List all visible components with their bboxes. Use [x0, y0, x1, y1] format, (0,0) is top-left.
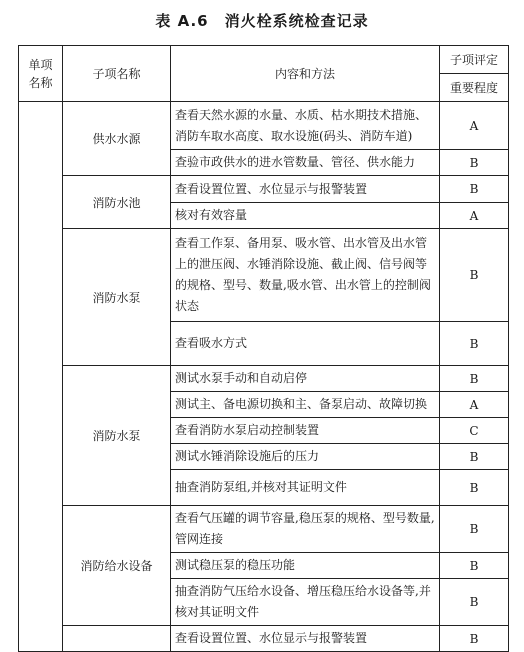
grade-cell: B	[440, 553, 509, 579]
grade-cell: B	[440, 366, 509, 392]
header-rating-bottom: 重要程度	[440, 74, 509, 102]
content-cell: 查看天然水源的水量、水质、枯水期技术措施、消防车取水高度、取水设施(码头、消防车道)	[171, 102, 440, 150]
content-cell: 抽查消防气压给水设备、增压稳压给水设备等,并核对其证明文件	[171, 579, 440, 626]
sub-item-name: 消防给水设备	[63, 506, 171, 626]
grade-cell: B	[440, 506, 509, 553]
content-cell: 测试水泵手动和自动启停	[171, 366, 440, 392]
content-cell: 查验市政供水的进水管数量、管径、供水能力	[171, 150, 440, 176]
grade-cell: A	[440, 102, 509, 150]
content-cell: 查看设置位置、水位显示与报警装置	[171, 626, 440, 652]
table-title: 表 A.6 消火栓系统检查记录	[155, 12, 369, 30]
grade-cell: B	[440, 444, 509, 470]
content-cell: 查看消防水泵启动控制装置	[171, 418, 440, 444]
content-cell: 核对有效容量	[171, 203, 440, 229]
grade-cell: C	[440, 418, 509, 444]
grade-cell: B	[440, 626, 509, 652]
grade-cell: A	[440, 203, 509, 229]
header-rating-top: 子项评定	[440, 46, 509, 74]
sub-item-name: 消防水泵	[63, 366, 171, 506]
grade-cell: B	[440, 470, 509, 506]
unit-item-cell	[19, 102, 63, 652]
grade-cell: B	[440, 229, 509, 322]
content-cell: 测试主、备电源切换和主、备泵启动、故障切换	[171, 392, 440, 418]
sub-item-name	[63, 626, 171, 652]
header-content-method: 内容和方法	[171, 46, 440, 102]
header-sub-item: 子项名称	[63, 46, 171, 102]
sub-item-name: 消防水池	[63, 176, 171, 229]
content-cell: 测试稳压泵的稳压功能	[171, 553, 440, 579]
grade-cell: B	[440, 322, 509, 366]
content-cell: 查看工作泵、备用泵、吸水管、出水管及出水管上的泄压阀、水锤消除设施、截止阀、信号阀等的规格、型号、数量,吸水管、出水管上的控制阀状态	[171, 229, 440, 322]
grade-cell: B	[440, 150, 509, 176]
inspection-table	[18, 45, 509, 652]
content-cell: 测试水锤消除设施后的压力	[171, 444, 440, 470]
grade-cell: A	[440, 392, 509, 418]
content-cell: 查看吸水方式	[171, 322, 440, 366]
grade-cell: B	[440, 579, 509, 626]
header-unit-item: 单项 名称	[19, 46, 63, 102]
content-cell: 抽查消防泵组,并核对其证明文件	[171, 470, 440, 506]
content-cell: 查看气压罐的调节容量,稳压泵的规格、型号数量,管网连接	[171, 506, 440, 553]
sub-item-name: 供水水源	[63, 102, 171, 176]
content-cell: 查看设置位置、水位显示与报警装置	[171, 176, 440, 203]
sub-item-name: 消防水泵	[63, 229, 171, 366]
grade-cell: B	[440, 176, 509, 203]
